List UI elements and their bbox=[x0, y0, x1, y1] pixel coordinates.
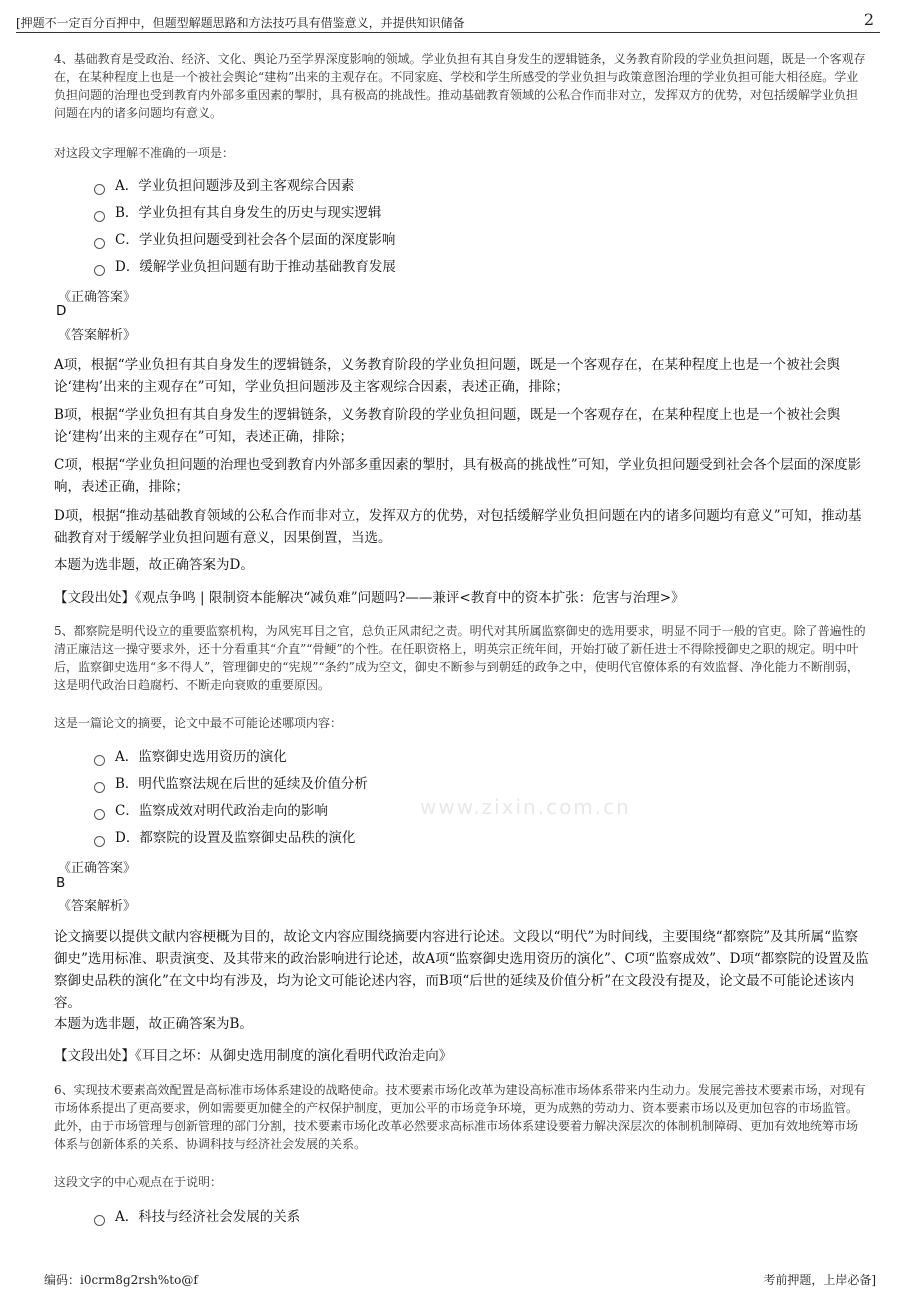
q4-option-c[interactable]: C．学业负担问题受到社会各个层面的深度影响 bbox=[94, 231, 395, 249]
radio-icon[interactable] bbox=[94, 238, 105, 249]
q4-analysis-a: A项，根据“学业负担有其自身发生的逻辑链条，义务教育阶段的学业负担问题，既是一个客观存在，在某种程度上也是一个被社会舆论‘建构’出来的主观存在”可知，学业负担问题涉及主客观综合因素，表述正确，排除； bbox=[54, 357, 841, 395]
q5-option-b[interactable]: B．明代监察法规在后世的延续及价值分析 bbox=[94, 775, 368, 793]
header-text: [押题不一定百分百押中，但题型解题思路和方法技巧具有借鉴意义，并提供知识储备 bbox=[16, 16, 465, 30]
watermark: www.zixin.com.cn bbox=[420, 795, 631, 819]
q6-stem: 6、实现技术要素高效配置是高标准市场体系建设的战略使命。技术要素市场化改革为建设高标准市场体系带来内生动力。发展完善技术要素市场，对现有市场体系提出了更高要求，例如需要更加健全的产权保护制度，更加公平的市场竞争环境，更为成熟的劳动力、资本要素市场以及更加包容的市场监管。此外，由于市场管理与创新管理的部门分割，技术要素市场化改革必然要求高标准市场体系建设要着力解决深层次的体制机制障碍、更加有效地统筹市场体系与创新体系的关系、协调科技与经济社会发展的关系。 bbox=[54, 1083, 866, 1151]
q5-conclusion: 本题为选非题，故正确答案为B。 bbox=[54, 1016, 253, 1032]
q4-analysis-d: D项，根据“推动基础教育领域的公私合作而非对立，发挥双方的优势，对包括缓解学业负担问题在内的诸多问题均有意义”可知，推动基础教育对于缓解学业负担问题有意义，因果倒置，当选。 bbox=[54, 508, 862, 546]
radio-icon[interactable] bbox=[94, 836, 105, 847]
radio-icon[interactable] bbox=[94, 211, 105, 222]
q5-analysis-label: 《答案解析》 bbox=[58, 899, 137, 914]
q6-option-a[interactable]: A．科技与经济社会发展的关系 bbox=[94, 1208, 300, 1226]
q5-option-a[interactable]: A．监察御史选用资历的演化 bbox=[94, 748, 287, 766]
radio-icon[interactable] bbox=[94, 782, 105, 793]
q5-analysis: 论文摘要以提供文献内容梗概为目的，故论文内容应围绕摘要内容进行论述。文段以“明代”为时间线，主要围绕“都察院”及其所属“监察御史”选用标准、职责演变、及其带来的政治影响进行论述，故A项“监察御史选用资历的演化”、C项“监察成效”、D项“都察院的设置及监察御史品秩的演化”在文中均有涉及，均为论文可能论述内容，而B项“后世的延续及价值分析”在文段没有提及，论文最不可能论述该内容。 bbox=[54, 929, 869, 1011]
q5-option-c[interactable]: C．监察成效对明代政治走向的影响 bbox=[94, 802, 328, 820]
q4-answer: D bbox=[56, 303, 67, 319]
q4-stem: 4、基础教育是受政治、经济、文化、舆论乃至学界深度影响的领域。学业负担有其自身发生的逻辑链条，义务教育阶段的学业负担问题，既是一个客观存在，在某种程度上也是一个被社会舆论“建构”出来的主观存在。不同家庭、学校和学生所感受的学业负担与政策意图治理的学业负担可能大相径庭。学业负担问题的治理也受到教育内外部多重因素的掣肘，具有极高的挑战性。推动基础教育领域的公私合作而非对立，发挥双方的优势，对包括缓解学业负担问题在内的诸多问题均有意义。 bbox=[54, 52, 866, 120]
radio-icon[interactable] bbox=[94, 184, 105, 195]
radio-icon[interactable] bbox=[94, 265, 105, 276]
header-divider bbox=[16, 32, 880, 33]
q4-correct-label: 《正确答案》 bbox=[58, 290, 137, 305]
q5-option-d[interactable]: D．都察院的设置及监察御史品秩的演化 bbox=[94, 829, 355, 847]
radio-icon[interactable] bbox=[94, 809, 105, 820]
q4-option-b[interactable]: B．学业负担有其自身发生的历史与现实逻辑 bbox=[94, 204, 381, 222]
footer-code: 编码：i0crm8g2rsh%to@f bbox=[44, 1273, 198, 1287]
q5-correct-label: 《正确答案》 bbox=[58, 861, 137, 876]
page-number: 2 bbox=[863, 10, 874, 29]
q5-answer: B bbox=[56, 875, 66, 891]
q4-option-d[interactable]: D．缓解学业负担问题有助于推动基础教育发展 bbox=[94, 258, 396, 276]
q4-analysis-label: 《答案解析》 bbox=[58, 328, 137, 343]
q5-stem: 5、都察院是明代设立的重要监察机构，为风宪耳目之官，总负正风肃纪之责。明代对其所属监察御史的选用要求，明显不同于一般的官吏。除了普遍性的清正廉洁这一操守要求外，还十分看重其“介直”“骨鲠”的个性。在任职资格上，明英宗正统年间，开始打破了新任进士不得除授御史之职的规定。明中叶后，监察御史选用“多不得人”，管理御史的“宪规”“条约”成为空文，御史不断参与到朝廷的政争之中，使明代官僚体系的有效监督、净化能力不断削弱，这是明代政治日趋腐朽、不断走向衰败的重要原因。 bbox=[54, 624, 866, 692]
q4-source: 【文段出处】《观点争鸣 | 限制资本能解决“减负难”问题吗?——兼评<教育中的资本扩张：危害与治理>》 bbox=[54, 590, 685, 606]
radio-icon[interactable] bbox=[94, 1215, 105, 1226]
q5-source: 【文段出处】《耳目之坏：从御史选用制度的演化看明代政治走向》 bbox=[54, 1048, 453, 1064]
radio-icon[interactable] bbox=[94, 755, 105, 766]
q4-analysis-b: B项，根据“学业负担有其自身发生的逻辑链条，义务教育阶段的学业负担问题，既是一个客观存在，在某种程度上也是一个被社会舆论‘建构’出来的主观存在”可知，表述正确，排除； bbox=[54, 407, 841, 445]
q4-question: 对这段文字理解不准确的一项是： bbox=[54, 146, 235, 160]
q4-analysis-c: C项，根据“学业负担问题的治理也受到教育内外部多重因素的掣肘，具有极高的挑战性”可知，学业负担问题受到社会各个层面的深度影响，表述正确，排除； bbox=[54, 457, 862, 495]
q4-conclusion: 本题为选非题，故正确答案为D。 bbox=[54, 557, 254, 573]
q4-option-a[interactable]: A．学业负担问题涉及到主客观综合因素 bbox=[94, 177, 354, 195]
footer-slogan: 考前押题，上岸必备] bbox=[763, 1273, 876, 1287]
q5-question: 这是一篇论文的摘要，论文中最不可能论述哪项内容： bbox=[54, 716, 343, 730]
q6-question: 这段文字的中心观点在于说明： bbox=[54, 1175, 223, 1189]
